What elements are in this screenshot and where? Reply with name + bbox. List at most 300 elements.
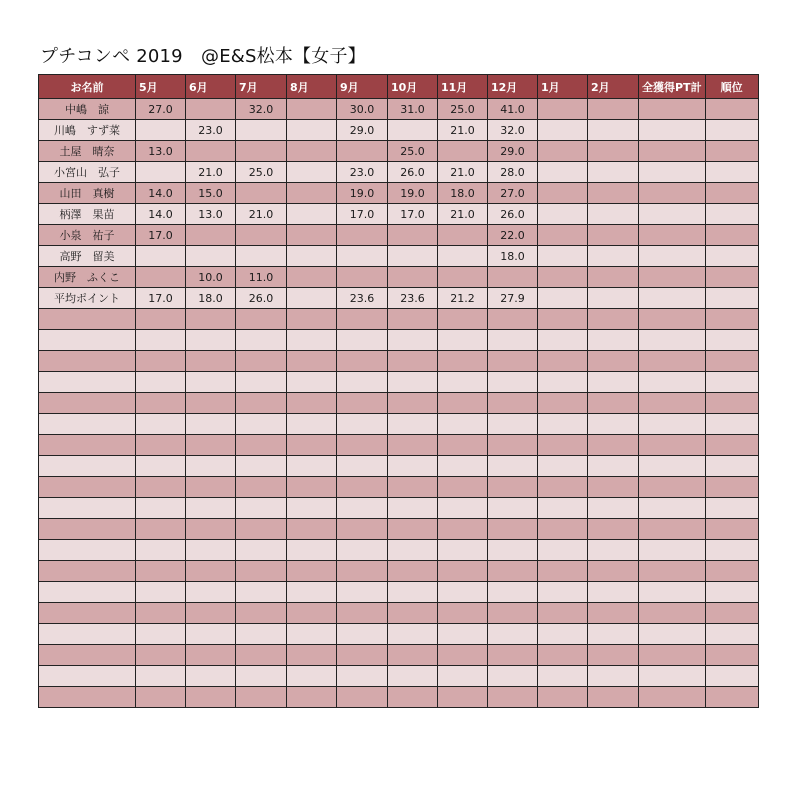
score-cell (588, 498, 639, 519)
score-cell (705, 414, 758, 435)
score-cell (136, 393, 186, 414)
score-cell (438, 372, 488, 393)
score-cell (287, 456, 337, 477)
score-cell: 27.0 (136, 99, 186, 120)
name-cell (39, 645, 136, 666)
score-cell (287, 183, 337, 204)
header-total-points: 全獲得PT計 (639, 75, 706, 99)
score-cell (136, 309, 186, 330)
score-cell (438, 330, 488, 351)
score-cell (538, 183, 588, 204)
score-cell (287, 645, 337, 666)
score-cell (639, 666, 706, 687)
score-cell (337, 372, 388, 393)
score-cell: 21.0 (438, 162, 488, 183)
score-cell (588, 99, 639, 120)
score-cell (588, 246, 639, 267)
score-cell (337, 309, 388, 330)
score-cell (287, 498, 337, 519)
score-cell (438, 246, 488, 267)
name-cell: 内野 ふくこ (39, 267, 136, 288)
score-cell (538, 246, 588, 267)
score-cell (236, 645, 287, 666)
score-cell (705, 288, 758, 309)
score-cell (588, 561, 639, 582)
score-cell (588, 351, 639, 372)
score-cell (588, 414, 639, 435)
score-cell (588, 603, 639, 624)
score-cell (488, 561, 538, 582)
score-cell (186, 246, 236, 267)
table-row (39, 120, 759, 141)
score-cell (388, 687, 438, 708)
header-may: 5月 (136, 75, 186, 99)
score-cell (639, 225, 706, 246)
score-cell (136, 414, 186, 435)
score-cell (186, 99, 236, 120)
score-cell (639, 414, 706, 435)
header-row (39, 75, 759, 99)
score-cell: 25.0 (388, 141, 438, 162)
score-cell (639, 288, 706, 309)
score-cell (538, 288, 588, 309)
name-cell (39, 666, 136, 687)
score-cell (388, 351, 438, 372)
score-cell: 26.0 (388, 162, 438, 183)
score-cell (388, 372, 438, 393)
empty-row (39, 393, 759, 414)
score-cell (337, 330, 388, 351)
score-cell (705, 246, 758, 267)
score-cell (236, 561, 287, 582)
name-cell: 川嶋 すず菜 (39, 120, 136, 141)
score-cell (186, 519, 236, 540)
score-cell (705, 204, 758, 225)
score-cell (639, 624, 706, 645)
empty-row (39, 351, 759, 372)
header-nov: 11月 (438, 75, 488, 99)
score-cell (639, 372, 706, 393)
score-cell (186, 309, 236, 330)
table-row (39, 225, 759, 246)
name-cell (39, 561, 136, 582)
score-cell (639, 582, 706, 603)
score-cell (136, 582, 186, 603)
score-cell (438, 561, 488, 582)
score-cell (588, 204, 639, 225)
score-cell (337, 435, 388, 456)
score-cell (287, 330, 337, 351)
empty-row (39, 498, 759, 519)
score-cell (136, 120, 186, 141)
name-cell: 中嶋 諒 (39, 99, 136, 120)
score-cell (488, 477, 538, 498)
score-cell (337, 582, 388, 603)
score-cell (186, 477, 236, 498)
score-cell (337, 498, 388, 519)
name-cell (39, 603, 136, 624)
score-cell (705, 351, 758, 372)
score-cell (186, 645, 236, 666)
score-cell (639, 603, 706, 624)
empty-row (39, 561, 759, 582)
score-cell (388, 225, 438, 246)
score-cell (388, 540, 438, 561)
score-cell (337, 519, 388, 540)
score-cell (639, 120, 706, 141)
score-cell (337, 645, 388, 666)
score-cell (287, 246, 337, 267)
score-cell (287, 99, 337, 120)
empty-row (39, 477, 759, 498)
score-cell (136, 351, 186, 372)
score-cell: 17.0 (136, 225, 186, 246)
score-cell (538, 162, 588, 183)
score-cell (538, 309, 588, 330)
score-cell (639, 477, 706, 498)
score-cell (588, 141, 639, 162)
score-cell (287, 603, 337, 624)
score-cell (388, 414, 438, 435)
table-row (39, 99, 759, 120)
score-cell (337, 561, 388, 582)
score-cell (287, 687, 337, 708)
score-cell (538, 141, 588, 162)
score-cell (388, 330, 438, 351)
score-cell (287, 162, 337, 183)
score-cell (538, 477, 588, 498)
score-cell (287, 393, 337, 414)
score-cell (236, 687, 287, 708)
empty-row (39, 666, 759, 687)
score-cell (236, 351, 287, 372)
score-cell (538, 624, 588, 645)
score-cell (136, 267, 186, 288)
score-cell: 10.0 (186, 267, 236, 288)
score-cell (438, 393, 488, 414)
score-cell: 18.0 (438, 183, 488, 204)
score-cell (588, 267, 639, 288)
score-cell (488, 624, 538, 645)
header-sep: 9月 (337, 75, 388, 99)
score-cell (538, 225, 588, 246)
name-cell: 山田 真樹 (39, 183, 136, 204)
score-cell (438, 687, 488, 708)
score-cell (488, 456, 538, 477)
empty-row (39, 624, 759, 645)
score-cell (236, 603, 287, 624)
score-cell (488, 414, 538, 435)
name-cell: 柄澤 果苗 (39, 204, 136, 225)
name-cell (39, 519, 136, 540)
table-row (39, 267, 759, 288)
empty-row (39, 582, 759, 603)
score-cell: 32.0 (488, 120, 538, 141)
score-cell (388, 645, 438, 666)
empty-row (39, 372, 759, 393)
score-cell (705, 540, 758, 561)
score-cell: 14.0 (136, 204, 186, 225)
score-cell (186, 687, 236, 708)
score-cell (388, 666, 438, 687)
score-cell (538, 687, 588, 708)
score-cell (488, 435, 538, 456)
score-cell (538, 414, 588, 435)
score-cell: 13.0 (186, 204, 236, 225)
score-cell: 27.0 (488, 183, 538, 204)
header-jun: 6月 (186, 75, 236, 99)
score-cell (588, 225, 639, 246)
score-cell (488, 540, 538, 561)
score-cell (488, 498, 538, 519)
score-cell (136, 666, 186, 687)
score-cell (337, 393, 388, 414)
table-row (39, 246, 759, 267)
score-cell (236, 666, 287, 687)
score-cell (488, 267, 538, 288)
score-cell (236, 582, 287, 603)
score-cell (287, 435, 337, 456)
score-cell (287, 666, 337, 687)
score-cell (705, 393, 758, 414)
score-cell (639, 99, 706, 120)
score-cell (186, 141, 236, 162)
score-cell (136, 519, 186, 540)
score-cell: 17.0 (136, 288, 186, 309)
score-cell: 41.0 (488, 99, 538, 120)
score-cell (186, 582, 236, 603)
score-cell (438, 225, 488, 246)
empty-row (39, 603, 759, 624)
score-cell: 15.0 (186, 183, 236, 204)
score-cell (236, 372, 287, 393)
score-cell (136, 540, 186, 561)
score-cell (705, 183, 758, 204)
score-cell (639, 393, 706, 414)
name-cell (39, 687, 136, 708)
score-cell (337, 246, 388, 267)
score-cell (488, 666, 538, 687)
score-cell (186, 624, 236, 645)
score-cell (337, 477, 388, 498)
score-cell (236, 624, 287, 645)
header-oct: 10月 (388, 75, 438, 99)
score-cell (388, 561, 438, 582)
score-cell (639, 309, 706, 330)
score-cell (488, 330, 538, 351)
header-feb: 2月 (588, 75, 639, 99)
score-cell (337, 687, 388, 708)
score-cell (186, 666, 236, 687)
score-cell (388, 120, 438, 141)
name-cell (39, 477, 136, 498)
header-name: お名前 (39, 75, 136, 99)
score-cell (388, 582, 438, 603)
score-cell (186, 414, 236, 435)
score-cell (186, 603, 236, 624)
page-title: プチコンペ 2019 @E&S松本【女子】 (40, 46, 366, 67)
name-cell: 高野 留美 (39, 246, 136, 267)
score-cell (287, 288, 337, 309)
score-cell (538, 204, 588, 225)
score-cell (438, 456, 488, 477)
score-cell (438, 645, 488, 666)
name-cell (39, 498, 136, 519)
score-cell (287, 141, 337, 162)
score-cell (287, 204, 337, 225)
score-cell (388, 309, 438, 330)
score-cell (588, 477, 639, 498)
score-cell (639, 561, 706, 582)
score-cell (705, 435, 758, 456)
empty-row (39, 414, 759, 435)
score-cell (337, 267, 388, 288)
score-cell (438, 498, 488, 519)
score-cell (388, 519, 438, 540)
score-cell (236, 141, 287, 162)
score-cell: 23.6 (337, 288, 388, 309)
name-cell (39, 372, 136, 393)
score-cell (287, 582, 337, 603)
score-cell (388, 477, 438, 498)
score-cell (236, 225, 287, 246)
score-cell (136, 561, 186, 582)
score-cell (186, 540, 236, 561)
score-cell (337, 456, 388, 477)
score-cell (186, 372, 236, 393)
name-cell (39, 582, 136, 603)
score-cell (388, 246, 438, 267)
score-cell (337, 624, 388, 645)
score-table-body (39, 99, 759, 708)
score-cell (488, 687, 538, 708)
score-cell (705, 120, 758, 141)
score-cell: 21.0 (438, 204, 488, 225)
score-cell (705, 624, 758, 645)
score-cell (438, 666, 488, 687)
score-cell: 21.2 (438, 288, 488, 309)
score-cell: 11.0 (236, 267, 287, 288)
score-cell (538, 267, 588, 288)
score-cell: 25.0 (236, 162, 287, 183)
score-cell (337, 666, 388, 687)
score-cell (236, 456, 287, 477)
score-cell (588, 309, 639, 330)
score-cell (388, 456, 438, 477)
score-cell (186, 456, 236, 477)
score-cell (538, 603, 588, 624)
score-cell (136, 624, 186, 645)
score-cell: 17.0 (388, 204, 438, 225)
score-cell (438, 624, 488, 645)
score-cell (538, 498, 588, 519)
score-cell (705, 330, 758, 351)
table-row (39, 162, 759, 183)
score-cell (136, 687, 186, 708)
score-cell (236, 393, 287, 414)
score-cell (236, 246, 287, 267)
score-cell (488, 519, 538, 540)
score-cell (438, 414, 488, 435)
score-cell (186, 351, 236, 372)
score-cell (705, 519, 758, 540)
score-cell (538, 645, 588, 666)
score-cell (588, 120, 639, 141)
score-cell (236, 540, 287, 561)
score-cell (588, 435, 639, 456)
score-cell (287, 414, 337, 435)
score-cell (136, 435, 186, 456)
score-cell: 23.6 (388, 288, 438, 309)
score-cell (438, 477, 488, 498)
score-cell (388, 498, 438, 519)
empty-row (39, 309, 759, 330)
score-cell: 13.0 (136, 141, 186, 162)
score-cell: 28.0 (488, 162, 538, 183)
score-cell (588, 288, 639, 309)
score-cell (588, 519, 639, 540)
header-jul: 7月 (236, 75, 287, 99)
score-cell (705, 99, 758, 120)
score-cell (186, 561, 236, 582)
table-row (39, 204, 759, 225)
score-cell (639, 456, 706, 477)
header-rank: 順位 (705, 75, 758, 99)
score-cell: 14.0 (136, 183, 186, 204)
score-cell (186, 435, 236, 456)
name-cell: 小宮山 弘子 (39, 162, 136, 183)
table-row (39, 183, 759, 204)
score-cell (136, 477, 186, 498)
score-cell: 26.0 (236, 288, 287, 309)
header-aug: 8月 (287, 75, 337, 99)
score-cell (639, 687, 706, 708)
score-cell: 27.9 (488, 288, 538, 309)
name-cell (39, 414, 136, 435)
score-cell (538, 456, 588, 477)
table-row (39, 141, 759, 162)
score-cell: 21.0 (236, 204, 287, 225)
score-cell: 31.0 (388, 99, 438, 120)
score-cell (705, 582, 758, 603)
score-cell (705, 141, 758, 162)
header-dec: 12月 (488, 75, 538, 99)
score-cell (705, 267, 758, 288)
score-cell (705, 456, 758, 477)
score-cell (588, 582, 639, 603)
empty-row (39, 645, 759, 666)
score-cell (337, 414, 388, 435)
score-cell (287, 477, 337, 498)
score-cell: 19.0 (337, 183, 388, 204)
name-cell: 土屋 晴奈 (39, 141, 136, 162)
name-cell (39, 309, 136, 330)
score-cell: 29.0 (488, 141, 538, 162)
score-cell (639, 645, 706, 666)
empty-row (39, 540, 759, 561)
empty-row (39, 435, 759, 456)
score-cell (236, 435, 287, 456)
name-cell (39, 330, 136, 351)
score-cell (705, 309, 758, 330)
score-cell (287, 540, 337, 561)
score-cell (538, 372, 588, 393)
score-cell (639, 330, 706, 351)
score-cell (438, 603, 488, 624)
score-cell (639, 246, 706, 267)
score-cell (136, 645, 186, 666)
score-cell: 32.0 (236, 99, 287, 120)
